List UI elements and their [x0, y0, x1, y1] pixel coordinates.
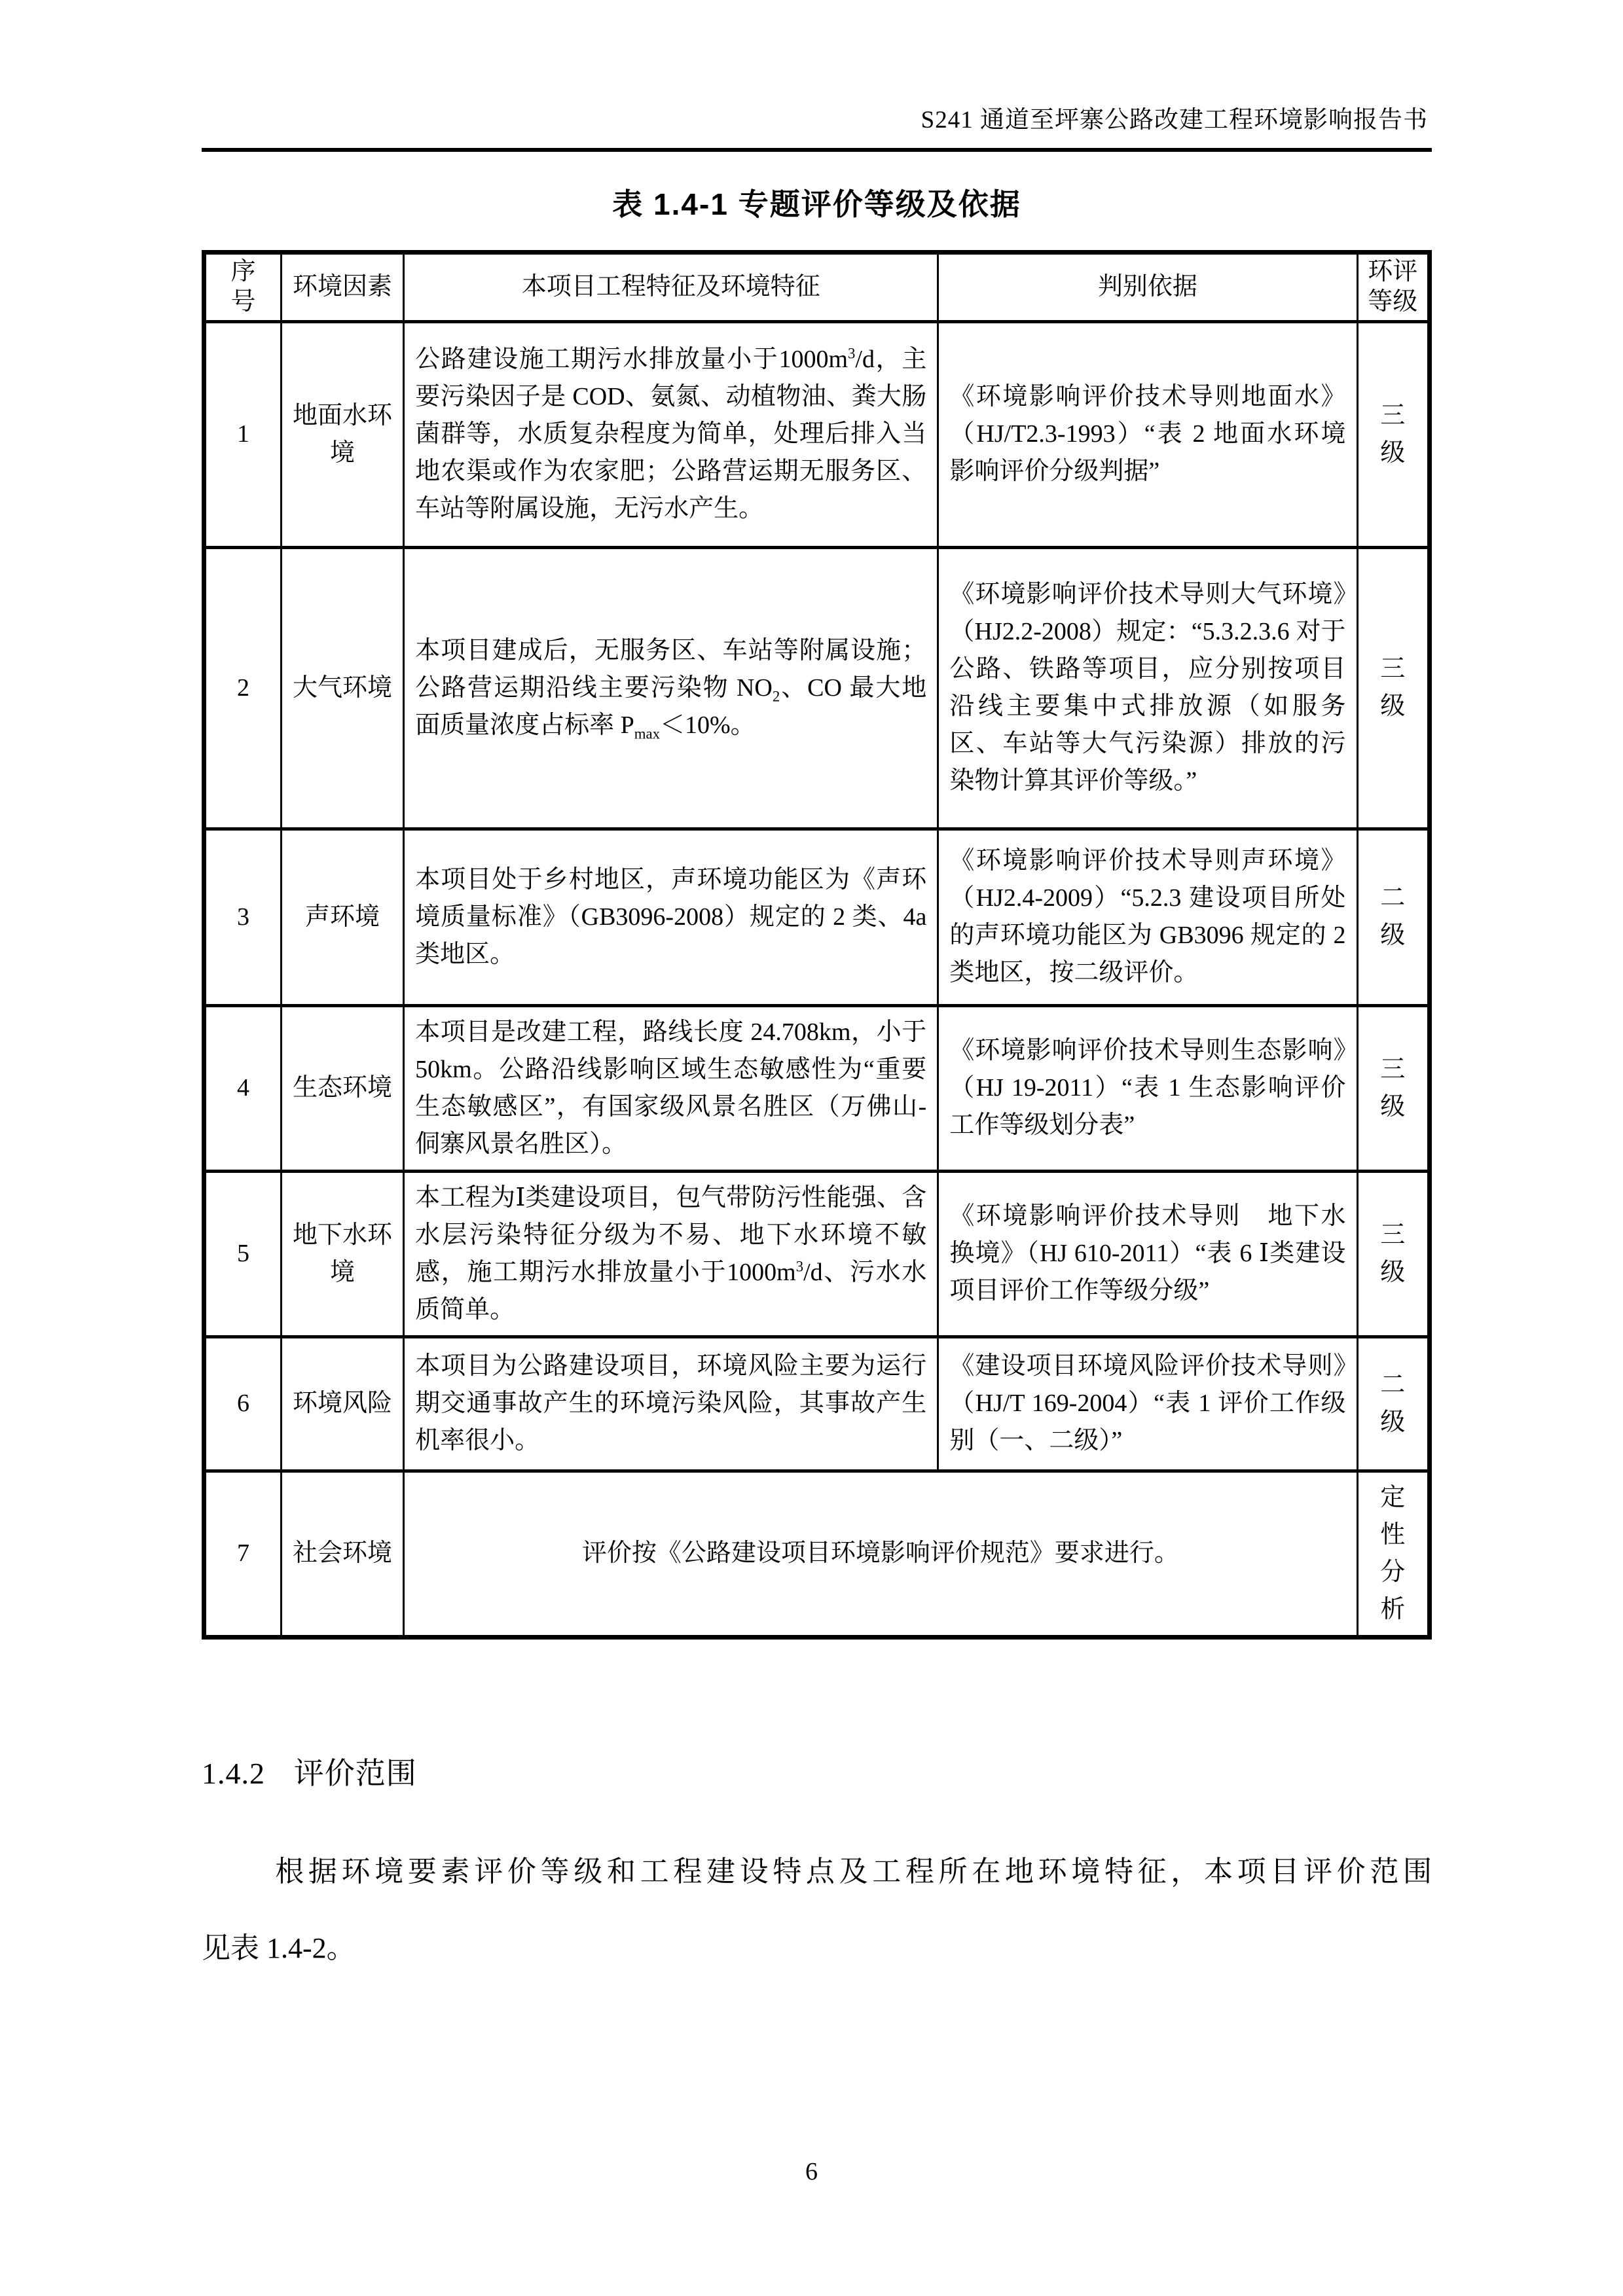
paragraph-line: 见表 1.4-2。: [202, 1931, 356, 1964]
column-header-basis: 判别依据: [938, 253, 1357, 321]
cell-factor: 地面水环境: [281, 321, 403, 547]
section-number: 1.4.2: [202, 1756, 265, 1790]
cell-level: 三级: [1357, 1171, 1429, 1336]
cell-basis: 《环境影响评价技术导则声环境》（HJ2.4-2009）“5.2.3 建设项目所处的声环境功能区为 GB3096 规定的 2 类地区，按二级评价。: [938, 829, 1357, 1005]
cell-factor: 环境风险: [281, 1336, 403, 1471]
section-heading: [202, 1749, 1432, 1793]
cell-factor: 生态环境: [281, 1005, 403, 1171]
cell-feature: 公路建设施工期污水排放量小于$1000m^3/d$，主要污染因子是 COD、氨氮、动植物油、粪大肠菌群等，水质复杂程度为简单，处理后排入当地农渠或作为农家肥；公路营运期无服务区、车站等附属设施，无污水产生。: [404, 321, 938, 547]
column-header-level: 环评等级: [1357, 253, 1429, 321]
header-divider: [202, 148, 1432, 152]
table-row-acoustic: [204, 829, 1430, 1005]
cell-basis: 《环境影响评价技术导则生态影响》（HJ 19-2011）“表 1 生态影响评价工作等级划分表”: [938, 1005, 1357, 1171]
table-row-risk: [204, 1336, 1430, 1471]
cell-feature: 本项目建成后，无服务区、车站等附属设施；公路营运期沿线主要污染物 $NO_2$、CO 最大地面质量浓度占标率 $P_{max}<10\%$。: [404, 547, 938, 829]
table-row-air: [204, 547, 1430, 829]
column-header-feature: 本项目工程特征及环境特征: [404, 253, 938, 321]
table-row-surface-water: [204, 321, 1430, 547]
cell-number: 5: [204, 1171, 282, 1336]
table-row-social: [204, 1471, 1430, 1637]
cell-feature: 本项目为公路建设项目，环境风险主要为运行期交通事故产生的环境污染风险，其事故产生机率很小。: [404, 1336, 938, 1471]
page-number: 6: [805, 2158, 818, 2185]
cell-number: 6: [204, 1336, 282, 1471]
cell-number: 2: [204, 547, 282, 829]
column-header-factor: 环境因素: [281, 253, 403, 321]
cell-feature: 本工程为Ⅰ类建设项目，包气带防污性能强、含水层污染特征分级为不易、地下水环境不敏感，施工期污水排放量小于$1000m^3/d$、污水水质简单。: [404, 1171, 938, 1336]
cell-level: 二级: [1357, 1336, 1429, 1471]
cell-basis: 《环境影响评价技术导则地面水》（HJ/T2.3-1993）“表 2 地面水环境影响评价分级判据”: [938, 321, 1357, 547]
table-row-groundwater: [204, 1171, 1430, 1336]
cell-factor: 大气环境: [281, 547, 403, 829]
cell-factor: 声环境: [281, 829, 403, 1005]
cell-factor: 社会环境: [281, 1471, 403, 1637]
cell-number: 1: [204, 321, 282, 547]
cell-level: 三级: [1357, 321, 1429, 547]
cell-basis: 《环境影响评价技术导则大气环境》（HJ2.2-2008）规定：“5.3.2.3.6 对于公路、铁路等项目，应分别按项目沿线主要集中式排放源（如服务区、车站等大气污染源）排放的污染物计算其评价等级。”: [938, 547, 1357, 829]
section-title: 评价范围: [293, 1756, 417, 1790]
table-row-ecology: [204, 1005, 1430, 1171]
cell-feature: 本项目处于乡村地区，声环境功能区为《声环境质量标准》（GB3096-2008）规定的 2 类、4a 类地区。: [404, 829, 938, 1005]
cell-level: 三级: [1357, 1005, 1429, 1171]
cell-basis: 《环境影响评价技术导则 地下水换境》（HJ 610-2011）“表 6 Ⅰ类建设项目评价工作等级分级”: [938, 1171, 1357, 1336]
cell-level: 二级: [1357, 829, 1429, 1005]
table-header-row: [204, 253, 1430, 321]
body-paragraph: [202, 1833, 1432, 1986]
table-title: 表 1.4-1 专题评价等级及依据: [612, 187, 1021, 222]
cell-feature: 本项目是改建工程，路线长度 24.708km，小于 50km。公路沿线影响区域生态敏感性为“重要生态敏感区”，有国家级风景名胜区（万佛山-侗寨风景名胜区）。: [404, 1005, 938, 1171]
evaluation-criteria-table: [202, 250, 1432, 1639]
cell-number: 7: [204, 1471, 282, 1637]
column-header-number: 序号: [204, 253, 282, 321]
paragraph-line: 根据环境要素评价等级和工程建设特点及工程所在地环境特征，本项目评价范围: [275, 1855, 1432, 1888]
doc-header-title: S241 通道至坪寨公路改建工程环境影响报告书: [921, 107, 1428, 134]
doc-header: [202, 106, 1432, 152]
cell-basis: 《建设项目环境风险评价技术导则》（HJ/T 169-2004）“表 1 评价工作级别（一、二级）”: [938, 1336, 1357, 1471]
cell-level: 定性分析: [1357, 1471, 1429, 1637]
cell-level: 三级: [1357, 547, 1429, 829]
cell-factor: 地下水环境: [281, 1171, 403, 1336]
cell-number: 4: [204, 1005, 282, 1171]
cell-merged-text: 评价按《公路建设项目环境影响评价规范》要求进行。: [404, 1471, 1357, 1637]
cell-number: 3: [204, 829, 282, 1005]
